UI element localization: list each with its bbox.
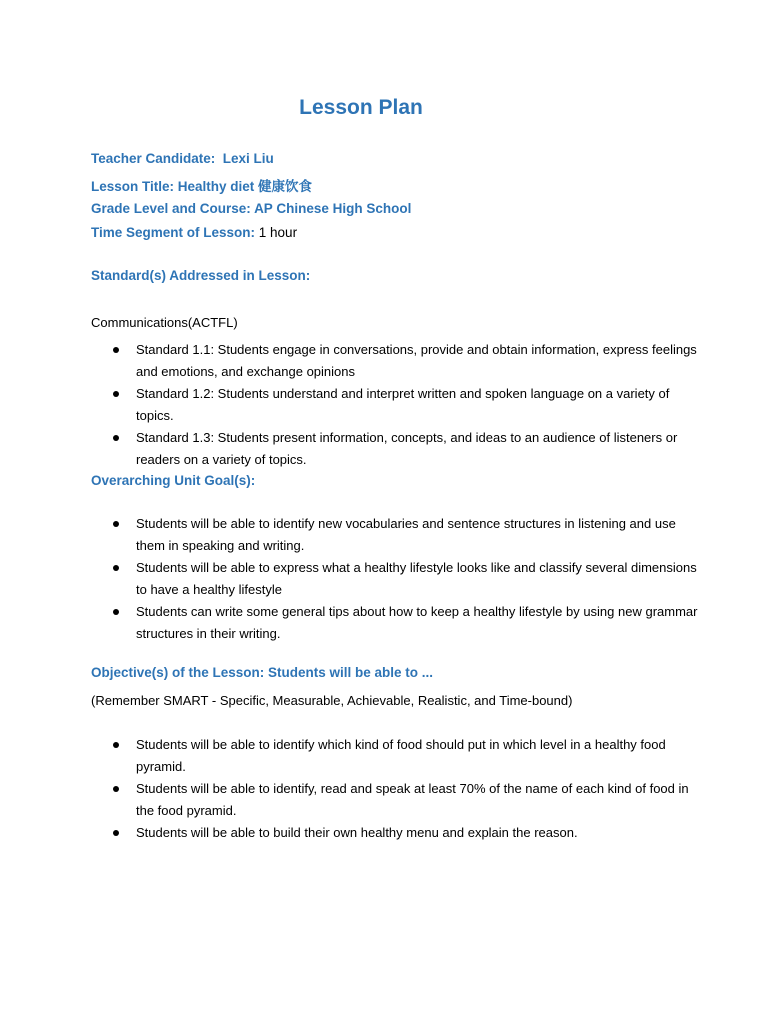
- bullet-icon: [113, 742, 119, 748]
- bullet-icon: [113, 347, 119, 353]
- bullet-icon: [113, 830, 119, 836]
- standards-category: Communications(ACTFL): [91, 315, 238, 330]
- standards-heading: Standard(s) Addressed in Lesson:: [91, 268, 311, 283]
- smart-note: (Remember SMART - Specific, Measurable, Achievable, Realistic, and Time-bound): [91, 693, 573, 708]
- unit-goals-heading: Overarching Unit Goal(s):: [91, 473, 256, 488]
- bullet-icon: [113, 391, 119, 397]
- list-item-text: Students will be able to identify, read and speak at least 70% of the name of each kind of food in the food pyramid.: [136, 781, 689, 818]
- lesson-title-line: [91, 175, 312, 195]
- list-item: [0, 557, 768, 601]
- list-item: [0, 383, 768, 427]
- time-segment-label: Time Segment of Lesson:: [91, 225, 259, 240]
- list-item-text: Standard 1.1: Students engage in conversations, provide and obtain information, express feelings and emotions, and exchange opinions: [136, 342, 697, 379]
- bullet-icon: [113, 521, 119, 527]
- page-title: Lesson Plan: [299, 96, 423, 119]
- unit-goals-list: [0, 513, 768, 645]
- bullet-icon: [113, 609, 119, 615]
- lesson-title-label: Lesson Title:: [91, 179, 178, 194]
- time-segment-value: 1 hour: [258, 225, 298, 240]
- list-item: [0, 513, 768, 557]
- bullet-icon: [113, 786, 119, 792]
- lesson-title-value: Healthy diet 健康饮食: [177, 179, 313, 194]
- list-item: [0, 601, 768, 645]
- bullet-icon: [113, 435, 119, 441]
- list-item-text: Students will be able to express what a healthy lifestyle looks like and classify several dimensions to have a healthy lifestyle: [136, 560, 697, 597]
- time-segment-line: [91, 225, 297, 240]
- grade-level-line: [91, 201, 411, 216]
- list-item-text: Students will be able to identify which kind of food should put in which level in a healthy food pyramid.: [136, 737, 666, 774]
- list-item: [0, 734, 768, 778]
- objectives-heading: Objective(s) of the Lesson: Students will be able to ...: [91, 665, 434, 680]
- list-item: [0, 822, 768, 844]
- standards-list: [0, 339, 768, 471]
- list-item-text: Standard 1.3: Students present information, concepts, and ideas to an audience of listeners or readers on a variety of topics.: [136, 430, 678, 467]
- list-item: [0, 778, 768, 822]
- teacher-candidate-line: [91, 151, 274, 166]
- grade-level-value: AP Chinese High School: [254, 201, 412, 216]
- bullet-icon: [113, 565, 119, 571]
- grade-level-label: Grade Level and Course:: [91, 201, 255, 216]
- list-item-text: Students will be able to identify new vocabularies and sentence structures in listening and use them in speaking and writing.: [136, 516, 676, 553]
- objectives-list: [0, 734, 768, 844]
- list-item-text: Students can write some general tips about how to keep a healthy lifestyle by using new grammar structures in their writing.: [136, 604, 698, 641]
- list-item-text: Students will be able to build their own healthy menu and explain the reason.: [136, 825, 578, 840]
- list-item-text: Standard 1.2: Students understand and interpret written and spoken language on a variety of topics.: [136, 386, 670, 423]
- list-item: [0, 339, 768, 383]
- teacher-candidate-label: Teacher Candidate:: [91, 151, 223, 166]
- list-item: [0, 427, 768, 471]
- teacher-candidate-value: Lexi Liu: [222, 151, 274, 166]
